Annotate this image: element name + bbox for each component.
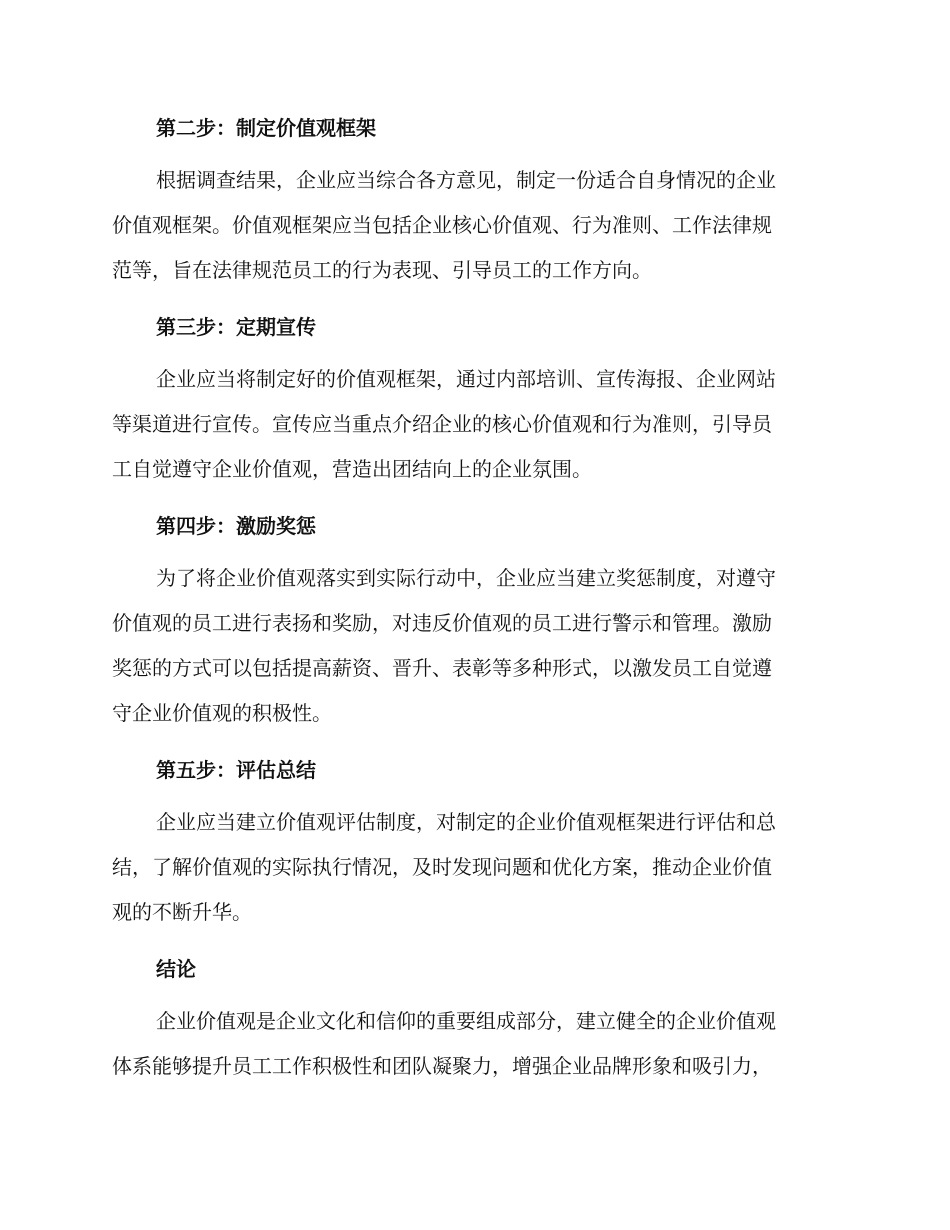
section-heading: 第五步：评估总结	[156, 758, 316, 782]
section-paragraph	[112, 790, 832, 949]
section-step-3	[112, 307, 832, 506]
section-step-5	[112, 750, 832, 949]
section-paragraph	[112, 546, 832, 750]
paragraph-line: 工自觉遵守企业价值观，营造出团结向上的企业氛围。	[112, 457, 592, 481]
paragraph-line: 价值观框架。价值观框架应当包括企业核心价值观、行为准则、工作法律规	[112, 213, 772, 237]
paragraph-line: 范等，旨在法律规范员工的行为表现、引导员工的工作方向。	[112, 258, 652, 282]
paragraph-line: 观的不断升华。	[112, 900, 252, 924]
paragraph-line: 为了将企业价值观落实到实际行动中，企业应当建立奖惩制度，对遵守	[156, 566, 776, 590]
paragraph-line: 价值观的员工进行表扬和奖励，对违反价值观的员工进行警示和管理。激励	[112, 611, 772, 635]
paragraph-line: 等渠道进行宣传。宣传应当重点介绍企业的核心价值观和行为准则，引导员	[112, 412, 772, 436]
section-step-2	[112, 108, 832, 307]
section-paragraph	[112, 347, 832, 506]
section-paragraph	[112, 148, 832, 307]
section-paragraph	[112, 989, 832, 1103]
paragraph-line: 企业价值观是企业文化和信仰的重要组成部分，建立健全的企业价值观	[156, 1009, 776, 1033]
section-heading: 第二步：制定价值观框架	[156, 116, 376, 140]
paragraph-line: 奖惩的方式可以包括提高薪资、晋升、表彰等多种形式，以激发员工自觉遵	[112, 656, 772, 680]
paragraph-line: 守企业价值观的积极性。	[112, 701, 332, 725]
paragraph-line: 结，了解价值观的实际执行情况，及时发现问题和优化方案，推动企业价值	[112, 855, 772, 879]
paragraph-line: 体系能够提升员工工作积极性和团队凝聚力，增强企业品牌形象和吸引力，	[112, 1054, 772, 1078]
document-page	[112, 108, 832, 1103]
paragraph-line: 企业应当建立价值观评估制度，对制定的企业价值观框架进行评估和总	[156, 810, 776, 834]
section-step-4	[112, 506, 832, 750]
section-heading: 结论	[156, 957, 196, 981]
section-conclusion	[112, 949, 832, 1103]
section-heading: 第四步：激励奖惩	[156, 514, 316, 538]
paragraph-line: 企业应当将制定好的价值观框架，通过内部培训、宣传海报、企业网站	[156, 367, 776, 391]
paragraph-line: 根据调查结果，企业应当综合各方意见，制定一份适合自身情况的企业	[156, 168, 776, 192]
section-heading: 第三步：定期宣传	[156, 315, 316, 339]
